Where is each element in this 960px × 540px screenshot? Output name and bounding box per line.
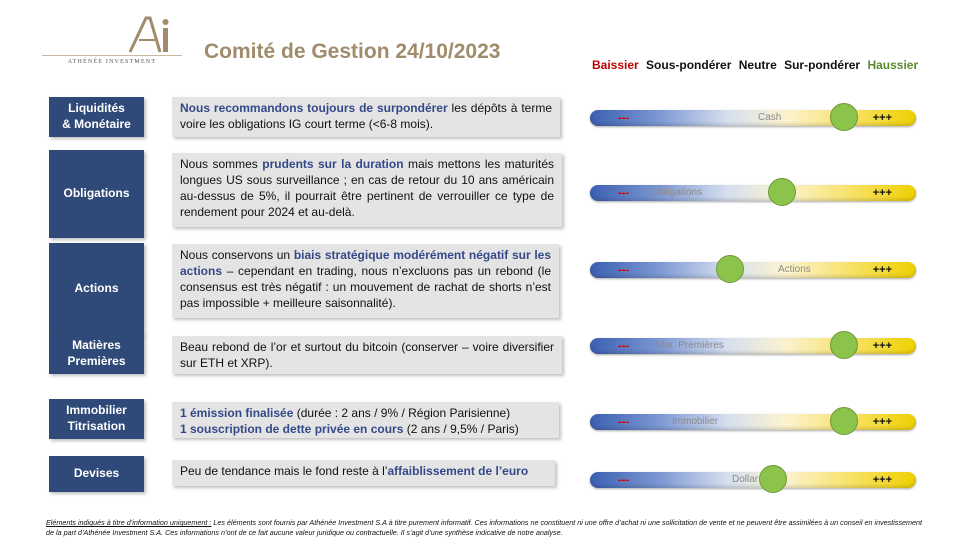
gauge-asset-label: Immobilier	[672, 416, 719, 427]
page-title: Comité de Gestion 24/10/2023	[204, 40, 501, 63]
highlight-text: Nous recommandons toujours de surpondérer	[180, 101, 448, 115]
gauge-asset-label: Dollar	[732, 474, 759, 485]
category-actions: Actions	[49, 243, 144, 335]
gauge-minus-label: ---	[618, 187, 629, 199]
scale-legend	[592, 58, 922, 72]
category-immobilier-titrisation: Immobilier Titrisation	[49, 399, 144, 439]
gauge-plus-label: +++	[872, 416, 892, 428]
scale-label-sous-ponderer: Sous-pondérer	[646, 58, 732, 72]
desc-text: Peu de tendance mais le fond reste à l’	[180, 464, 388, 478]
position-marker	[759, 465, 787, 493]
desc-liquidites	[172, 97, 560, 137]
gauge-asset-label: Obligations	[652, 187, 703, 198]
scale-label-sur-ponderer: Sur-pondérer	[784, 58, 861, 72]
logo-wordmark: ATHÉNÉE INVESTMENT	[67, 59, 157, 65]
gauge-minus-label: ---	[618, 264, 629, 276]
gauge-asset-label: Cash	[758, 112, 782, 123]
desc-text: Nous sommes	[180, 157, 263, 171]
category-liquidites: Liquidités & Monétaire	[49, 97, 144, 137]
highlight-text: 1 émission finalisée	[180, 406, 294, 420]
gauge-plus-label: +++	[872, 264, 892, 276]
gauge-plus-label: +++	[872, 340, 892, 352]
category-obligations: Obligations	[49, 150, 144, 238]
desc-text: – cependant en trading, nous n’excluons pas un rebond (le consensus est très négatif : un mouvement de rachat de shorts n’est pas impossible + meilleure saisonnalité).	[180, 264, 551, 310]
highlight-text: affaiblissement de l’euro	[387, 464, 529, 478]
gauge-plus-label: +++	[872, 474, 892, 486]
desc-text: Nous conservons un	[180, 248, 294, 262]
desc-text: les dépôts à terme voire les obligations IG court terme (<6-8 mois).	[180, 101, 552, 131]
gauge-asset-label: Actions	[778, 264, 811, 275]
desc-text: mais mettons les maturités longues US sous surveillance ; en cas de retour du 10 ans américain au-dessus de 5%, il pourrait être pertinent de verrouiller ce type de rendement pour 2024 et au-delà.	[180, 157, 555, 219]
gauge-asset-label: Mat. Premières	[656, 340, 724, 351]
position-marker	[830, 331, 858, 359]
category-devises: Devises	[49, 456, 144, 492]
position-marker	[768, 178, 796, 206]
gauge-obligations	[590, 185, 916, 201]
category-matieres-premieres: Matières Premières	[49, 334, 144, 374]
logo-divider	[42, 55, 182, 56]
scale-label-neutre: Neutre	[738, 58, 777, 72]
desc-matieres-premieres	[172, 336, 562, 374]
gauge-plus-label: +++	[872, 112, 892, 124]
desc-immobilier	[172, 402, 559, 438]
desc-text: Beau rebond de l’or et surtout du bitcoin (conserver – voire diversifier sur ETH et XRP).	[180, 340, 554, 370]
highlight-text: biais stratégique modérément négatif sur les actions	[180, 248, 552, 278]
highlight-text: prudents sur la duration	[262, 157, 404, 171]
desc-actions	[172, 244, 559, 318]
desc-obligations	[172, 153, 562, 227]
logo-mark-icon	[42, 14, 182, 56]
gauge-minus-label: ---	[618, 474, 629, 486]
position-marker	[716, 255, 744, 283]
disclaimer-lead: Eléments indiqués à titre d’information uniquement :	[46, 518, 212, 527]
scale-label-haussier: Haussier	[867, 58, 919, 72]
disclaimer-footnote	[46, 518, 926, 538]
gauge-minus-label: ---	[618, 340, 629, 352]
desc-devises	[172, 460, 555, 486]
disclaimer-text: Les éléments sont fournis par Athénée Investment S.A à titre purement informatif. Ces informations ne constituent ni une offre d’achat ni une sollicitation de vente et ne peuvent être assimilées à un conseil en investissement de la part d’Athénée Investment S.A. Ces informations n’ont de ce fait aucune valeur juridique ou contractuelle. Il s’agit d’une synthèse indicative de notre analyse.	[46, 518, 923, 537]
gauge-minus-label: ---	[618, 416, 629, 428]
position-marker	[830, 103, 858, 131]
position-marker	[830, 407, 858, 435]
gauge-immobilier	[590, 414, 916, 430]
gauge-cash	[590, 110, 916, 126]
gauge-plus-label: +++	[872, 187, 892, 199]
desc-text: (durée : 2 ans / 9% / Région Parisienne)	[296, 406, 511, 420]
gauge-actions	[590, 262, 916, 278]
gauge-matieres-premieres	[590, 338, 916, 354]
desc-text: (2 ans / 9,5% / Paris)	[403, 422, 519, 436]
gauge-minus-label: ---	[618, 112, 629, 124]
gauge-dollar	[590, 472, 916, 488]
scale-label-baissier: Baissier	[592, 58, 639, 72]
highlight-text: 1 souscription de dette privée en cours	[180, 422, 404, 436]
